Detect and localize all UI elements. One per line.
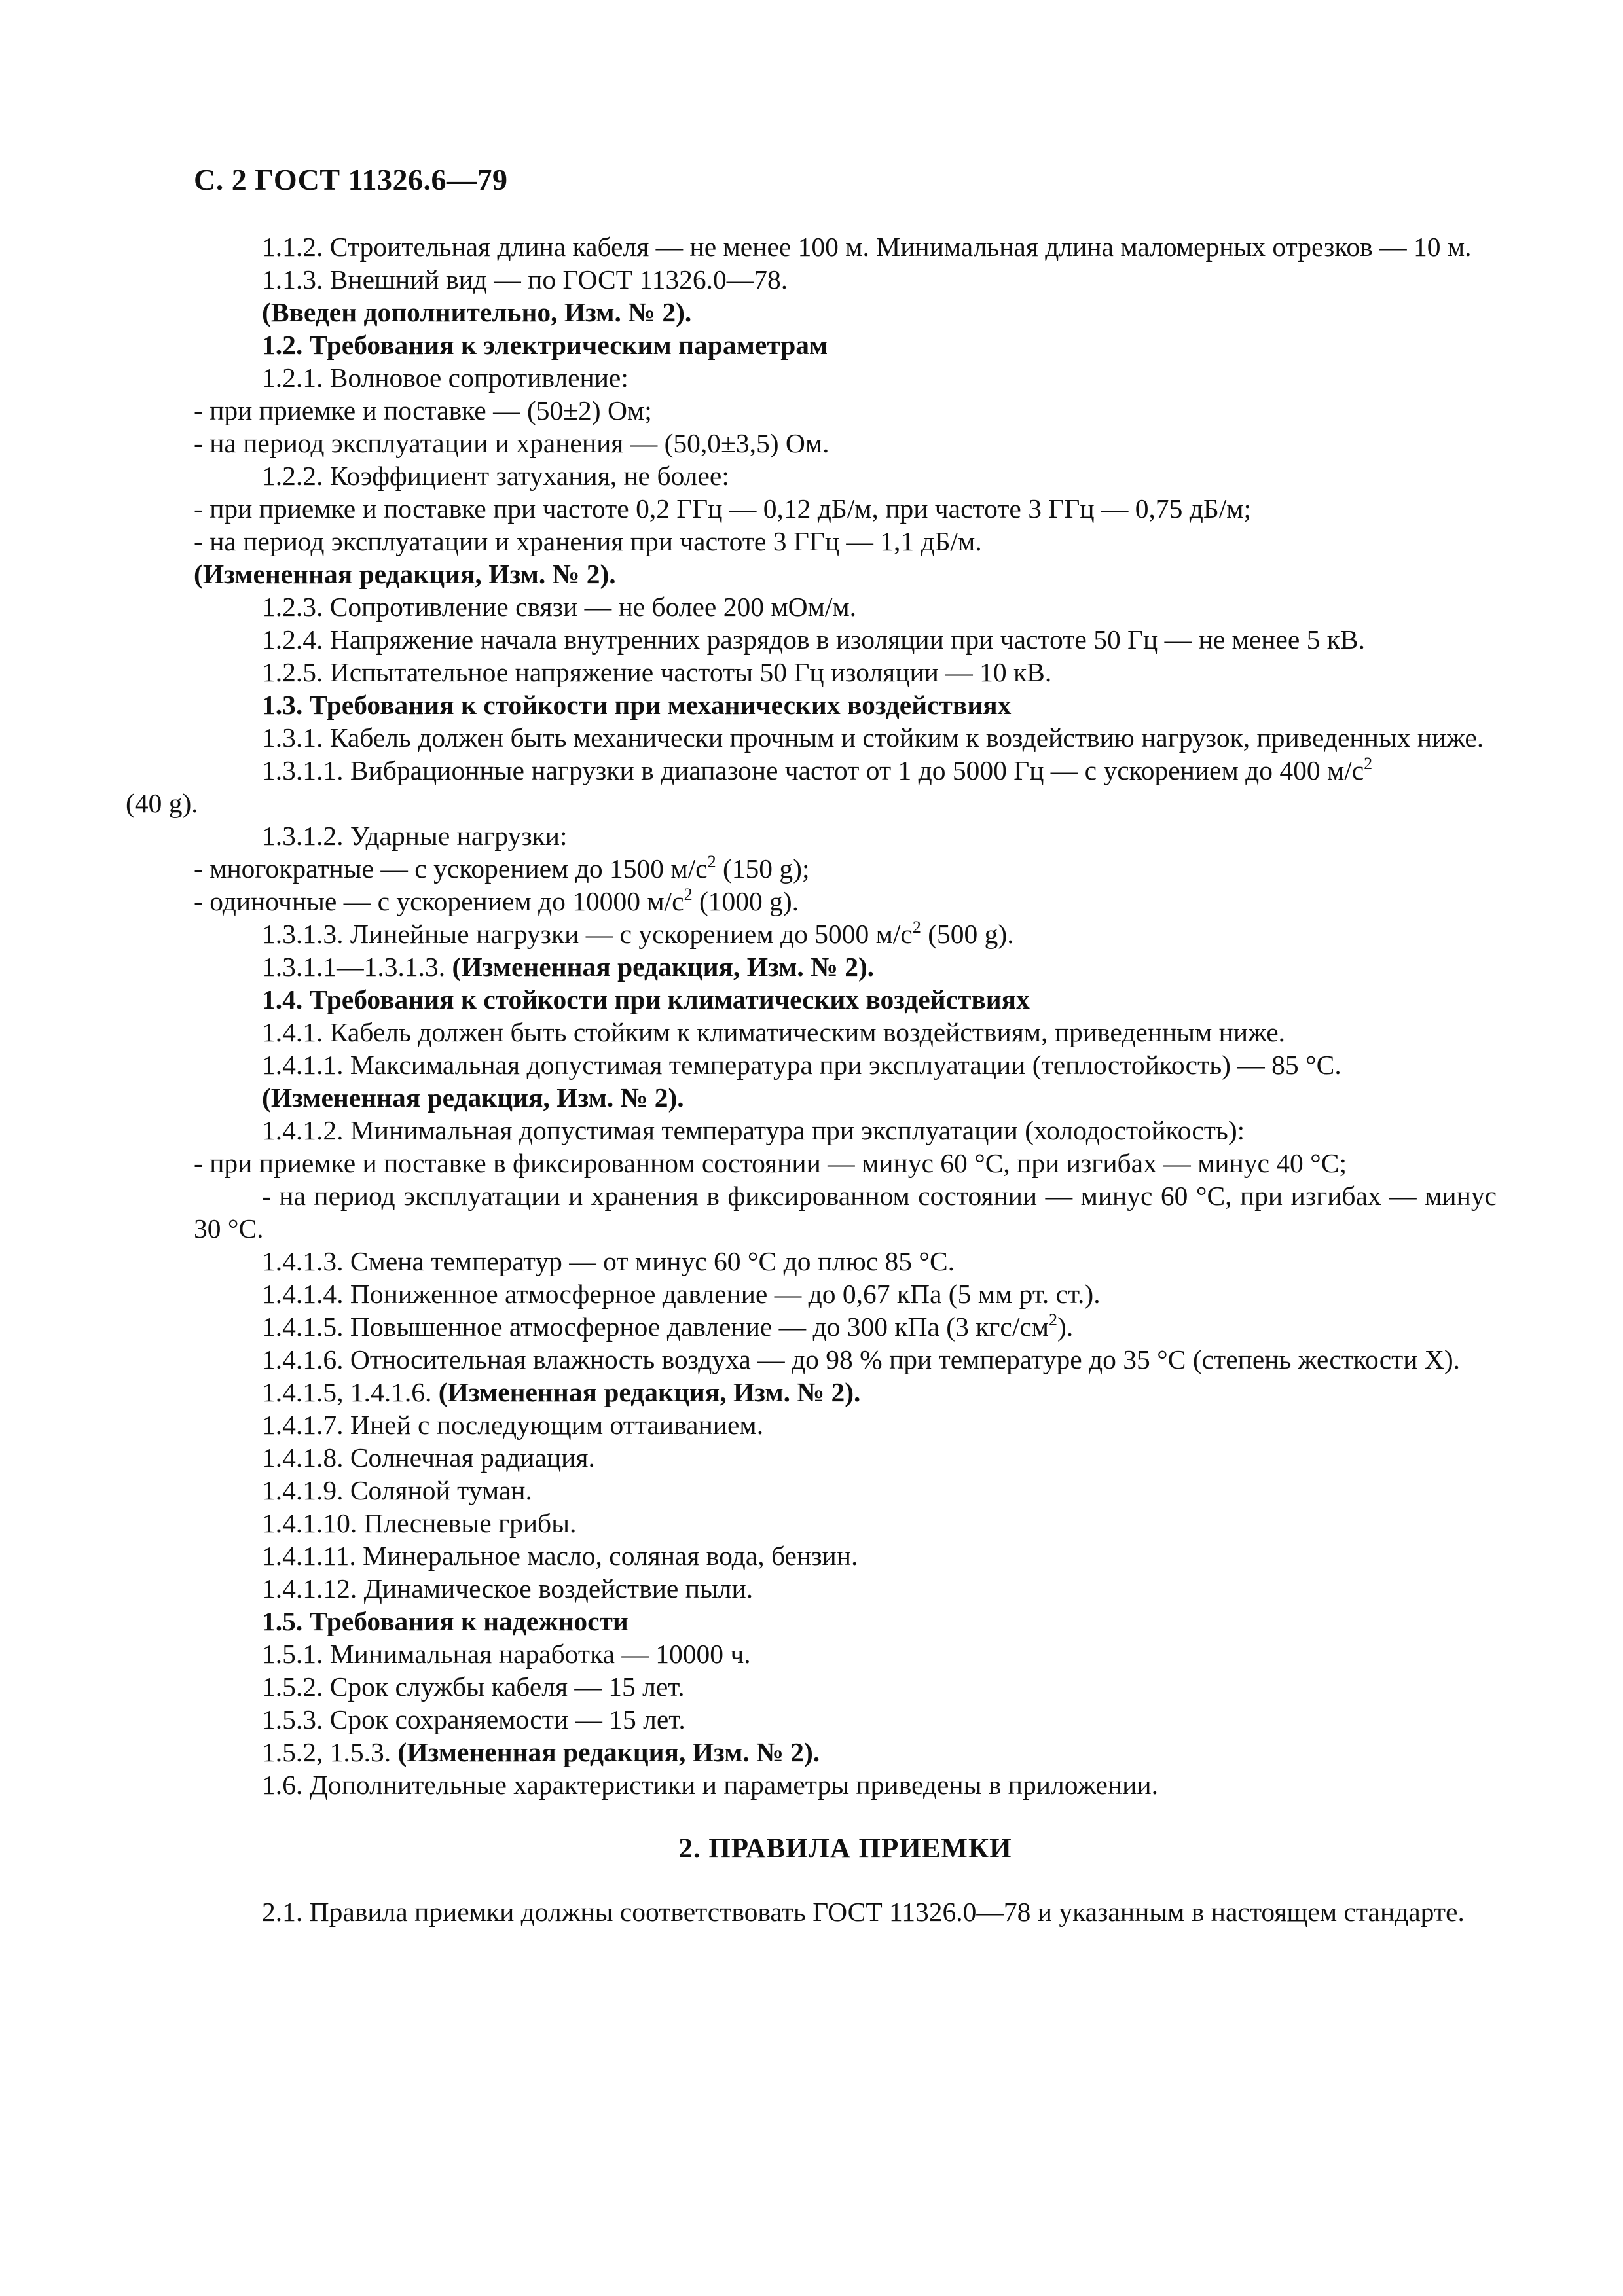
clause-1-1-3: 1.1.3. Внешний вид — по ГОСТ 11326.0—78. (262, 264, 788, 295)
clause-1-4-1-4: 1.4.1.4. Пониженное атмосферное давление — до 0,67 кПа (5 мм рт. ст.). (262, 1279, 1101, 1309)
clause-ref: 1.3.1.1—1.3.1.3. (262, 952, 446, 982)
amendment-line (194, 1736, 1497, 1768)
clause-2-1: 2.1. Правила приемки должны соответствовать ГОСТ 11326.0—78 и указанным в настоящем стандарте. (262, 1897, 1465, 1927)
clause-1-5-3: 1.5.3. Срок сохраняемости — 15 лет. (262, 1704, 685, 1734)
clause-1-2-5: 1.2.5. Испытательное напряжение частоты 50 Гц изоляции — 10 кВ. (262, 657, 1052, 687)
list-item: - на период эксплуатации и хранения в фиксированном состоянии — минус 60 °С, при изгибах — минус 30 °С. (194, 1181, 1497, 1244)
clause-ref: 1.5.2, 1.5.3. (262, 1737, 392, 1767)
section-heading-1-2: 1.2. Требования к электрическим параметрам (262, 330, 828, 360)
list-item: - на период эксплуатации и хранения при частоте 3 ГГц — 1,1 дБ/м. (194, 526, 982, 556)
clause-1-4-1-7: 1.4.1.7. Иней с последующим оттаиванием. (262, 1410, 764, 1440)
amendment-note: (Измененная редакция, Изм. № 2). (262, 1083, 684, 1113)
superscript: 2 (684, 885, 693, 904)
clause-1-4-1-2: 1.4.1.2. Минимальная допустимая температура при эксплуатации (холодостойкость): (262, 1115, 1245, 1145)
section-heading-1-3: 1.3. Требования к стойкости при механических воздействиях (262, 690, 1012, 720)
superscript: 2 (1049, 1310, 1058, 1329)
item-text: (500 g). (928, 919, 1014, 949)
list-item (194, 852, 1497, 885)
clause-1-4-1-8: 1.4.1.8. Солнечная радиация. (262, 1443, 595, 1473)
clause-1-4-1: 1.4.1. Кабель должен быть стойким к климатическим воздействиям, приведенным ниже. (262, 1017, 1286, 1047)
clause-1-4-1-3: 1.4.1.3. Смена температур — от минус 60 °С до плюс 85 °С. (262, 1246, 955, 1276)
clause-1-2-2: 1.2.2. Коэффициент затухания, не более: (262, 461, 729, 491)
superscript: 2 (1364, 754, 1373, 773)
clause-1-5-2: 1.5.2. Срок службы кабеля — 15 лет. (262, 1672, 685, 1702)
list-item: - при приемке и поставке в фиксированном состоянии — минус 60 °С, при изгибах — минус 40 °С; (194, 1148, 1347, 1178)
section-heading-1-4: 1.4. Требования к стойкости при климатических воздействиях (262, 984, 1030, 1014)
clause-1-4-1-1: 1.4.1.1. Максимальная допустимая температура при эксплуатации (теплостойкость) — 85 °С. (262, 1050, 1341, 1080)
clause-1-2-3: 1.2.3. Сопротивление связи — не более 200 мОм/м. (262, 592, 857, 622)
clause-1-4-1-5 (194, 1310, 1497, 1343)
clause-1-4-1-11: 1.4.1.11. Минеральное масло, соляная вода, бензин. (262, 1541, 858, 1571)
clause-text: 1.3.1.1. Вибрационные нагрузки в диапазоне частот от 1 до 5000 Гц — с ускорением до 400 м/с (262, 755, 1364, 785)
superscript: 2 (707, 852, 716, 871)
clause-1-6: 1.6. Дополнительные характеристики и параметры приведены в приложении. (262, 1770, 1158, 1800)
clause-1-4-1-9: 1.4.1.9. Соляной туман. (262, 1475, 532, 1505)
list-item: - при приемке и поставке при частоте 0,2 ГГц — 0,12 дБ/м, при частоте 3 ГГц — 0,75 дБ/м; (194, 493, 1252, 524)
clause-1-2-4: 1.2.4. Напряжение начала внутренних разрядов в изоляции при частоте 50 Гц — не менее 5 кВ. (262, 624, 1365, 655)
list-item: - на период эксплуатации и хранения — (50,0±3,5) Ом. (194, 428, 830, 458)
list-item: - при приемке и поставке — (50±2) Ом; (194, 395, 652, 425)
amendment-note: (Измененная редакция, Изм. № 2). (438, 1377, 861, 1407)
clause-1-3-1-1 (126, 754, 1497, 819)
clause-1-5-1: 1.5.1. Минимальная наработка — 10000 ч. (262, 1639, 751, 1669)
clause-1-4-1-6: 1.4.1.6. Относительная влажность воздуха — до 98 % при температуре до 35 °С (степень жесткости X). (262, 1344, 1461, 1374)
item-text: - многократные — с ускорением до 1500 м/с (194, 853, 708, 884)
clause-1-4-1-12: 1.4.1.12. Динамическое воздействие пыли. (262, 1573, 754, 1604)
page-header: С. 2 ГОСТ 11326.6—79 (194, 163, 508, 196)
amendment-note: (Измененная редакция, Изм. № 2). (397, 1737, 820, 1767)
clause-text-cont: (40 g). (126, 788, 198, 818)
item-text: (150 g); (722, 853, 810, 884)
section-heading-1-5: 1.5. Требования к надежности (262, 1606, 629, 1636)
clause-1-3-1: 1.3.1. Кабель должен быть механически прочным и стойким к воздействию нагрузок, приведенных ниже. (262, 723, 1484, 753)
amendment-note: (Измененная редакция, Изм. № 2). (452, 952, 875, 982)
clause-1-4-1-10: 1.4.1.10. Плесневые грибы. (262, 1508, 577, 1538)
clause-1-3-1-2: 1.3.1.2. Ударные нагрузки: (262, 821, 568, 851)
item-text: (1000 g). (699, 886, 799, 916)
amendment-line (194, 1376, 1497, 1408)
clause-1-1-2: 1.1.2. Строительная длина кабеля — не менее 100 м. Минимальная длина маломерных отрезков — 10 м. (262, 232, 1472, 262)
item-text: 1.4.1.5. Повышенное атмосферное давление — до 300 кПа (3 кгс/см (262, 1312, 1049, 1342)
amendment-note: (Введен дополнительно, Изм. № 2). (262, 297, 692, 327)
amendment-line (194, 950, 1497, 983)
amendment-note: (Измененная редакция, Изм. № 2). (194, 559, 616, 589)
clause-ref: 1.4.1.5, 1.4.1.6. (262, 1377, 432, 1407)
list-item (194, 885, 1497, 918)
clause-1-2-1: 1.2.1. Волновое сопротивление: (262, 363, 629, 393)
section-heading-2: 2. ПРАВИЛА ПРИЕМКИ (678, 1833, 1012, 1864)
item-text: ). (1057, 1312, 1074, 1342)
superscript: 2 (912, 918, 921, 937)
item-text: 1.3.1.3. Линейные нагрузки — с ускорением до 5000 м/с (262, 919, 913, 949)
item-text: - одиночные — с ускорением до 10000 м/с (194, 886, 684, 916)
document-body (126, 230, 1497, 1928)
clause-1-3-1-3 (194, 918, 1497, 950)
